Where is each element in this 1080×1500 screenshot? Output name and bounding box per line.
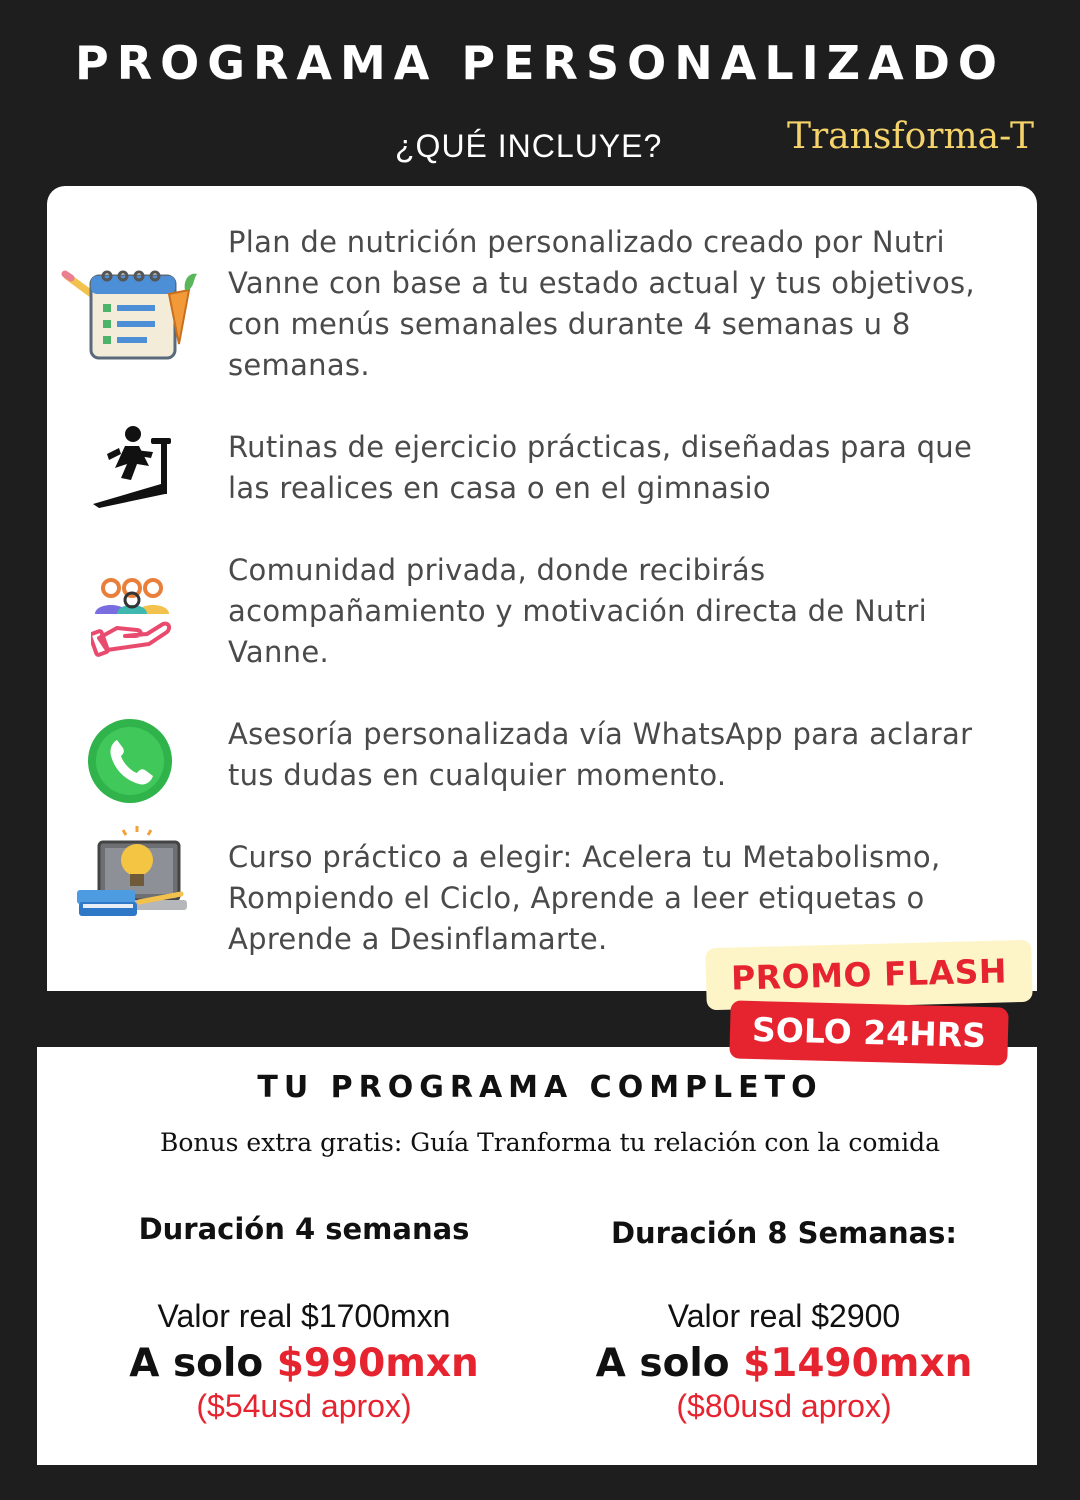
whatsapp-phone-icon — [87, 718, 173, 804]
plan-solo-line — [544, 1341, 1024, 1386]
feature-text-course: Curso práctico a elegir: Acelera tu Metabolismo, Rompiendo el Ciclo, Aprende a leer etiquetas o Aprende a Desinflamarte. — [228, 840, 941, 956]
plan-duration: Duración 4 semanas — [138, 1212, 470, 1246]
promo-flash-badge: PROMO FLASH — [705, 940, 1033, 1011]
plan-usd: ($80usd aprox) — [676, 1388, 892, 1424]
plan-8-weeks — [544, 1216, 1024, 1425]
feature-text-nutrition: Plan de nutrición personalizado creado por Nutri Vanne con base a tu estado actual y tus objetivos, con menús semanales durante 4 semanas u 8 semanas. — [228, 225, 975, 382]
plan-usd: ($54usd aprox) — [196, 1388, 412, 1424]
plan-price: $990mxn — [276, 1341, 479, 1386]
plan-real-value: Valor real $1700mxn — [157, 1298, 451, 1334]
pricing-title: TU PROGRAMA COMPLETO — [257, 1070, 823, 1105]
plan-solo-line — [64, 1341, 544, 1386]
brand-logo-text: Transforma-T — [786, 116, 1034, 157]
feature-text-routines: Rutinas de ejercicio prácticas, diseñadas para que las realices en casa o en el gimnasio — [228, 430, 973, 505]
promo-24hrs-badge: SOLO 24HRS — [729, 1000, 1008, 1065]
bonus-text: Bonus extra gratis: Guía Tranforma tu relación con la comida — [159, 1128, 941, 1157]
community-hand-icon — [91, 576, 173, 658]
treadmill-runner-icon — [91, 424, 177, 508]
meal-plan-icon — [61, 264, 203, 364]
section-subtitle: ¿QUÉ INCLUYE? — [395, 128, 663, 164]
feature-text-community: Comunidad privada, donde recibirás acompañamiento y motivación directa de Nutri Vanne. — [228, 553, 927, 669]
plan-real-value: Valor real $2900 — [667, 1298, 901, 1334]
feature-text-whatsapp: Asesoría personalizada vía WhatsApp para aclarar tus dudas en cualquier momento. — [228, 717, 973, 792]
page-title: PROGRAMA PERSONALIZADO — [75, 36, 1005, 90]
plan-price: $1490mxn — [743, 1341, 973, 1386]
plan-4-weeks — [64, 1212, 544, 1425]
plan-duration: Duración 8 Semanas: — [610, 1216, 958, 1250]
plan-solo-label: A solo — [595, 1341, 744, 1386]
features-card — [47, 186, 1037, 991]
laptop-lightbulb-icon — [75, 822, 187, 926]
plan-solo-label: A solo — [129, 1341, 277, 1386]
